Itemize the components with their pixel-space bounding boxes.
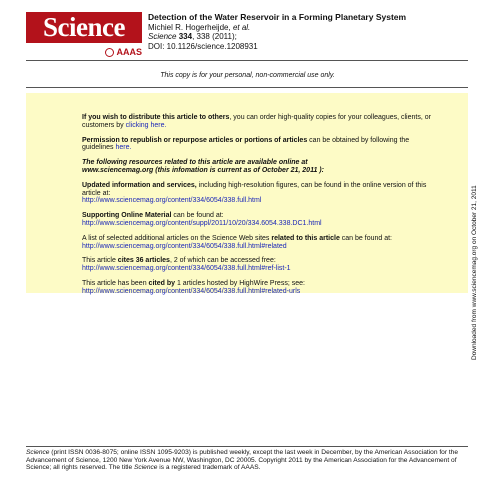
notice-box <box>26 93 468 293</box>
cited-by-url-link[interactable]: http://www.sciencemag.org/content/334/6054/338.full.html#related-urls <box>82 287 301 295</box>
article-header <box>148 13 478 51</box>
related-url-link[interactable]: http://www.sciencemag.org/content/334/6054/338.full.html#related <box>82 242 287 250</box>
science-logo <box>26 12 142 58</box>
cites-url-link[interactable]: http://www.sciencemag.org/content/334/6054/338.full.html#ref-list-1 <box>82 265 291 273</box>
supporting-paragraph: Supporting Online Material can be found at: http://www.sciencemag.org/content/suppl/2011/10/20/334.6054.338.DC1.html <box>82 212 322 227</box>
resources-heading: The following resources related to this article are available online at www.sciencemag.org (this infomation is current as of October 21, 2011 ): <box>82 159 324 174</box>
science-wordmark: Science <box>26 12 142 43</box>
article-title: Detection of the Water Reservoir in a Forming Planetary System <box>148 12 407 22</box>
updated-paragraph: Updated information and services, including high-resolution figures, can be found in the online version of this article at: http://www.sciencemag.org/content/334/6054/338.full.html <box>82 181 427 205</box>
article-citation: Science 334, 338 (2011); <box>148 32 237 41</box>
aaas-label: AAAS <box>116 47 142 57</box>
distribute-paragraph: If you wish to distribute this article to others, you can order high-quality copies for your colleagues, clients, or customers by clicking here. <box>82 114 431 129</box>
downloaded-from-note: Downloaded from www.sciencemag.org on October 21, 2011 <box>471 185 478 360</box>
notice-top-rule <box>26 87 468 88</box>
article-doi: DOI: 10.1126/science.1208931 <box>148 41 258 51</box>
cited-by-paragraph: This article has been cited by 1 articles hosted by HighWire Press; see: http://www.sciencemag.org/content/334/6054/338.full.html#related-urls <box>82 279 305 295</box>
footer-copyright: Science (print ISSN 0036-8075; online ISSN 1095-9203) is published weekly, except the last week in December, by the American Association for the Advancement of Science, 1200 New York Avenue NW, Washington, DC 20005. Copyright 2011 by the American Association for the Advancement of Science; all rights reserved. The title Science is a registered trademark of AAAS. <box>26 449 459 472</box>
related-paragraph: A list of selected additional articles on the Science Web sites related to this article can be found at: http://www.sciencemag.org/content/334/6054/338.full.html#related <box>82 234 392 250</box>
personal-use-notice: This copy is for your personal, non-commercial use only. <box>160 72 335 79</box>
cites-paragraph: This article cites 36 articles, 2 of which can be accessed free: http://www.sciencemag.org/content/334/6054/338.full.html#ref-list-1 <box>82 257 291 273</box>
aaas-mark <box>105 46 142 58</box>
supporting-url-link[interactable]: http://www.sciencemag.org/content/suppl/2011/10/20/334.6054.338.DC1.html <box>82 219 322 227</box>
header-rule <box>26 60 468 61</box>
order-copies-link[interactable]: clicking here. <box>125 121 167 129</box>
article-authors: Michiel R. Hogerheijde, et al. <box>148 22 251 32</box>
permission-paragraph: Permission to republish or repurpose articles or portions of articles can be obtained by following the guidelines here. <box>82 136 410 152</box>
aaas-logo-icon <box>105 48 114 57</box>
guidelines-link[interactable]: here. <box>115 144 132 152</box>
footer-rule <box>26 446 468 447</box>
updated-url-link[interactable]: http://www.sciencemag.org/content/334/6054/338.full.html <box>82 197 262 205</box>
